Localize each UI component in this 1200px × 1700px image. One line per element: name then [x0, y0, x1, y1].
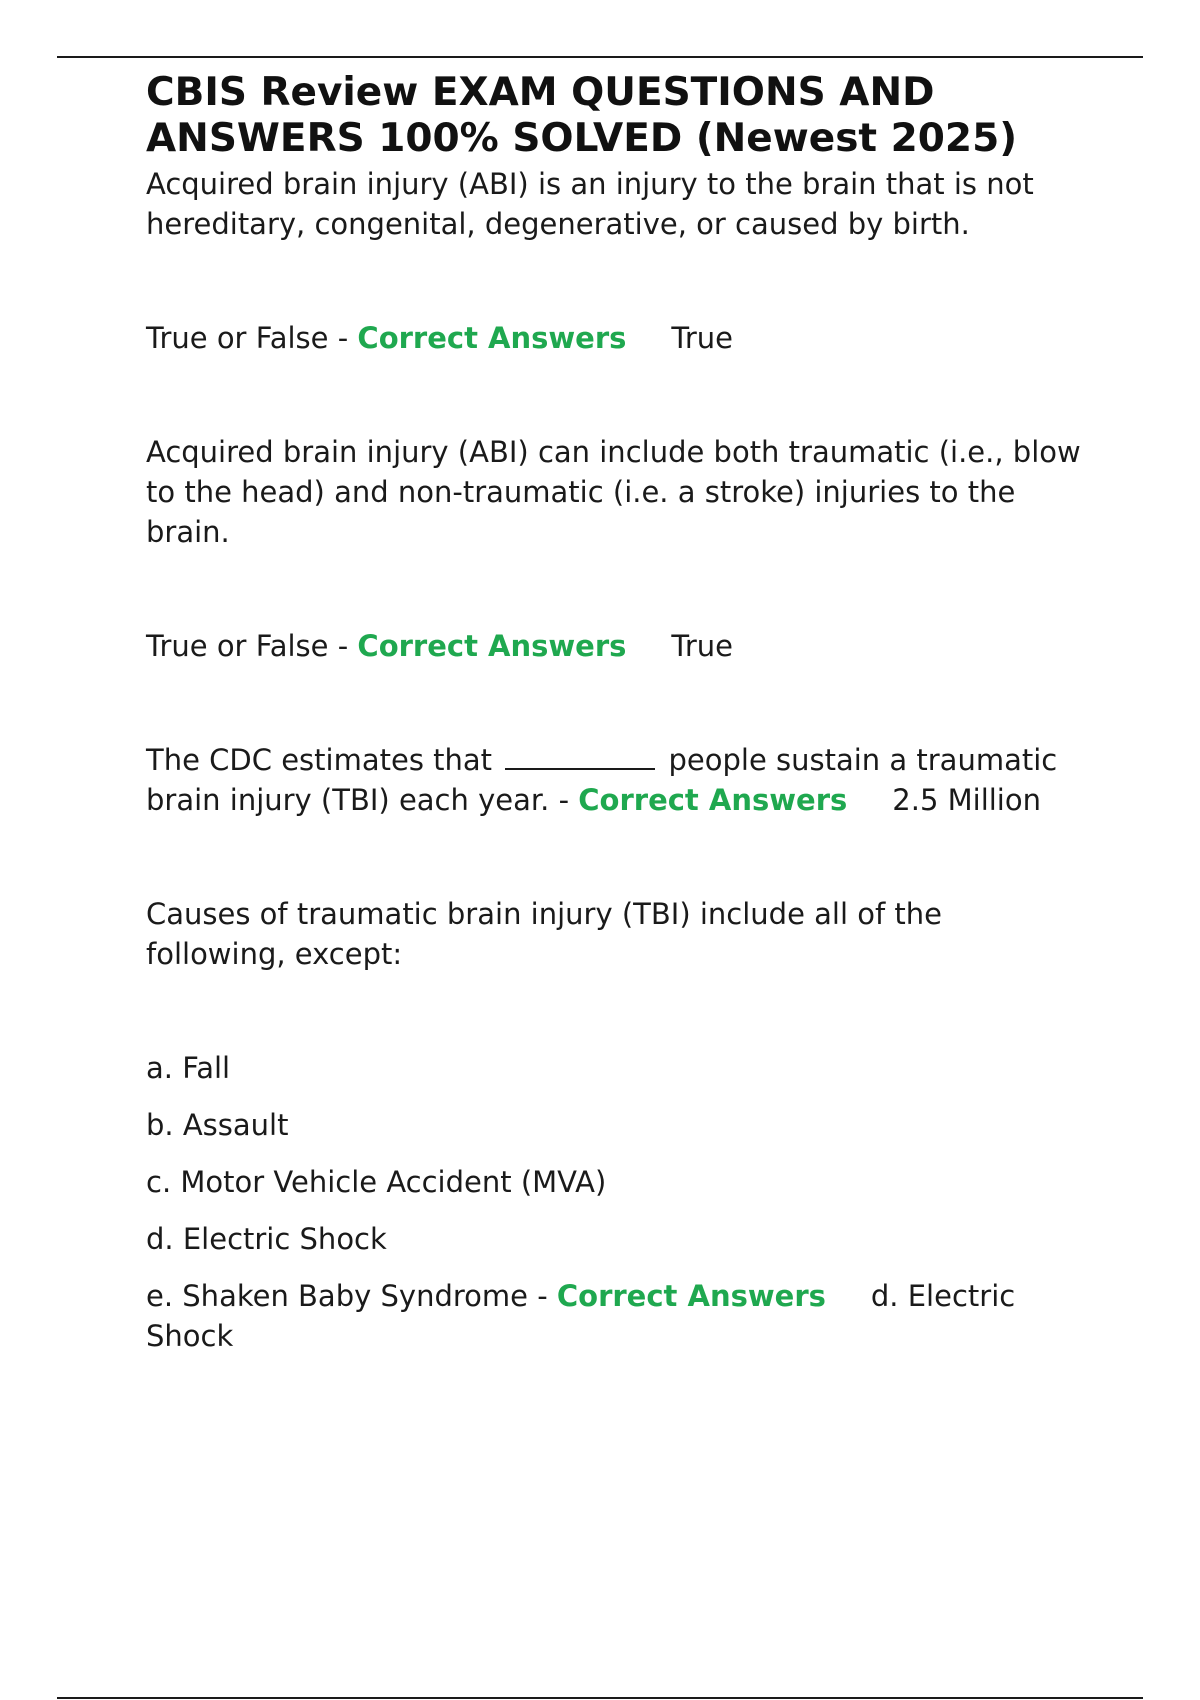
fill-in-blank	[505, 742, 655, 770]
option-item: d. Electric Shock	[146, 1222, 387, 1256]
question-3-text	[146, 740, 1086, 820]
document-title: CBIS Review EXAM QUESTIONS AND ANSWERS 100% SOLVED (Newest 2025)	[146, 70, 1018, 161]
document-body	[146, 70, 1086, 1356]
question-2-text: Acquired brain injury (ABI) can include both traumatic (i.e., blow to the head) and non-traumatic (i.e. a stroke) injuries to the brain.	[146, 435, 1081, 549]
question-1-prompt: True or False -	[146, 321, 358, 355]
question-1-answer: True	[671, 321, 734, 355]
question-3-text-after: people sustain a traumatic brain injury (TBI) each year. -	[146, 743, 1058, 817]
option-item-last: e. Shaken Baby Syndrome -	[146, 1279, 557, 1313]
question-4-answer: d. Electric Shock	[146, 1279, 1016, 1353]
question-4-text: Causes of traumatic brain injury (TBI) include all of the following, except:	[146, 897, 942, 971]
question-2-prompt: True or False -	[146, 629, 358, 663]
option-item: b. Assault	[146, 1108, 289, 1142]
question-4-answer-line	[146, 1276, 1086, 1356]
question-2-answer-line	[146, 626, 1086, 666]
correct-answers-label: Correct Answers	[556, 1279, 826, 1313]
question-1-answer-line	[146, 318, 1086, 358]
bottom-rule	[57, 1697, 1143, 1699]
correct-answers-label: Correct Answers	[357, 321, 627, 355]
question-1-text: Acquired brain injury (ABI) is an injury to the brain that is not hereditary, congenital, degenerative, or caused by birth.	[146, 167, 1034, 241]
option-item: a. Fall	[146, 1051, 231, 1085]
question-3-answer: 2.5 Million	[892, 783, 1041, 817]
correct-answers-label: Correct Answers	[578, 783, 848, 817]
correct-answers-label: Correct Answers	[357, 629, 627, 663]
question-3-text-before: The CDC estimates that	[146, 743, 493, 777]
option-item: c. Motor Vehicle Accident (MVA)	[146, 1165, 607, 1199]
question-2-answer: True	[671, 629, 734, 663]
top-rule	[57, 56, 1143, 58]
